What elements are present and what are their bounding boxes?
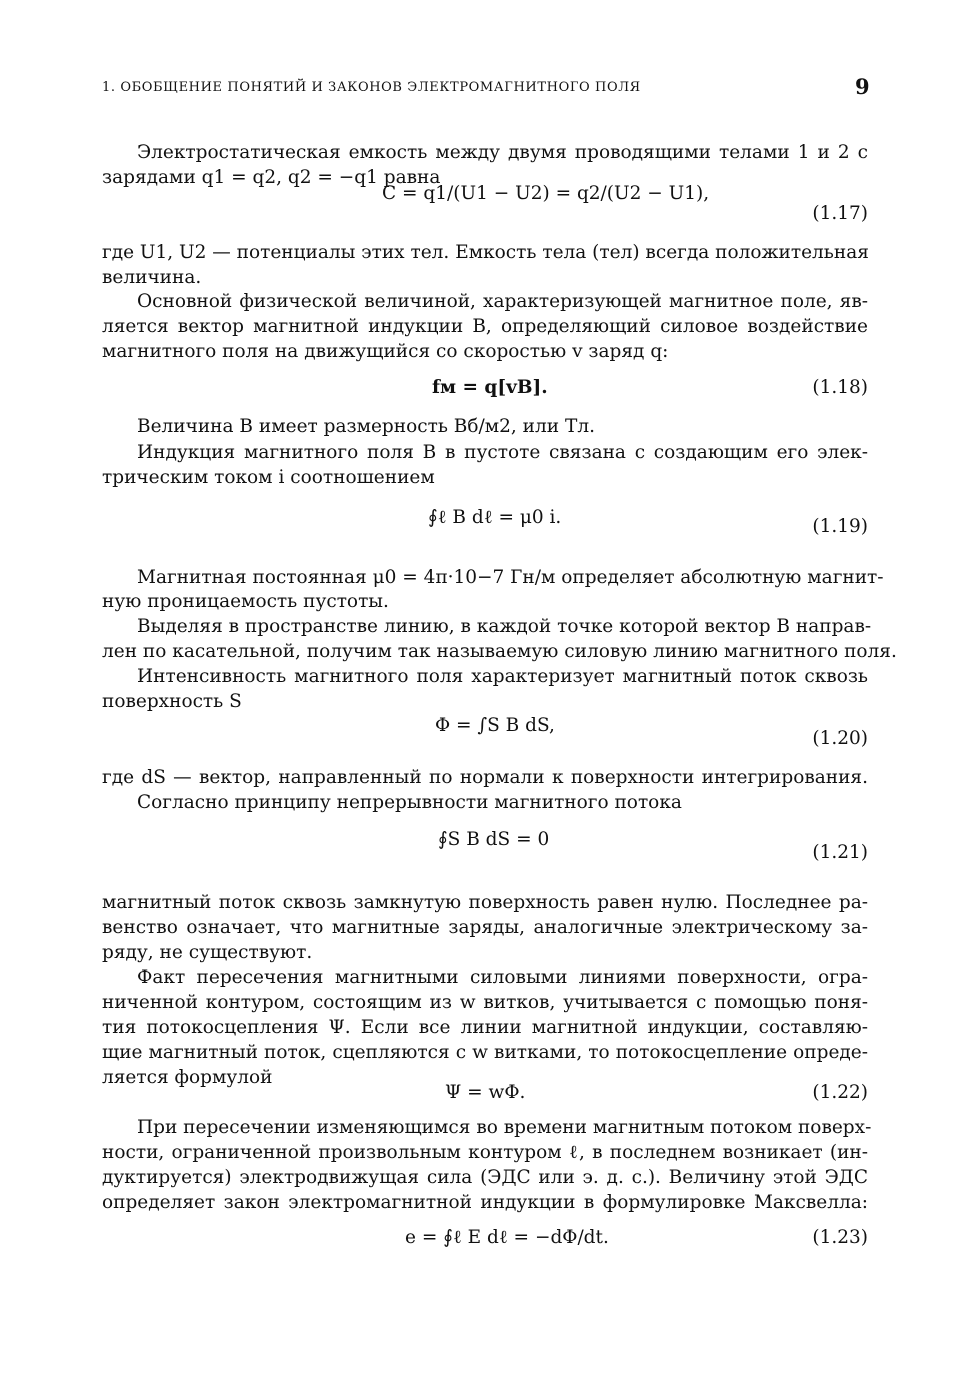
eq-number: (1.23) [812,1227,868,1248]
text-line: трическим током i соотношением [102,467,435,488]
text-line: определяет закон электромагнитной индукции в формулировке Максвелла: [102,1192,868,1213]
text-line: где U1, U2 — потенциалы этих тел. Емкость тела (тел) всегда положительная [102,242,869,263]
formula-1-22: Ψ = wΦ. [445,1082,526,1103]
formula-1-21: ∮S B dS = 0 [438,829,550,850]
text-line: ниченной контуром, состоящим из w витков, учитывается с помощью поня- [102,992,868,1013]
running-title: 1. ОБОБЩЕНИЕ ПОНЯТИЙ И ЗАКОНОВ ЭЛЕКТРОМАГНИТНОГО ПОЛЯ [102,80,641,95]
formula-1-20: Φ = ∫S B dS, [435,715,555,736]
eq-number: (1.20) [812,728,868,749]
text-line: величина. [102,267,202,288]
formula-1-17: C = q1/(U1 − U2) = q2/(U2 − U1), [382,183,710,204]
text-line: магнитного поля на движущийся со скоростью v заряд q: [102,341,669,362]
text-line: Основной физической величиной, характеризующей магнитное поле, яв- [137,291,868,312]
eq-number: (1.22) [812,1082,868,1103]
formula-1-18: fм = q[vB]. [432,377,548,398]
text-line: магнитный поток сквозь замкнутую поверхность равен нулю. Последнее ра- [102,892,868,913]
text-line: дуктируется) электродвижущая сила (ЭДС или э. д. с.). Величину этой ЭДС [102,1167,868,1188]
text-line: ляется формулой [102,1067,273,1088]
text-line: Магнитная постоянная μ0 = 4π·10−7 Гн/м определяет абсолютную магнит- [137,567,884,588]
formula-1-23: e = ∮ℓ E dℓ = −dΦ/dt. [405,1227,609,1248]
text-line: щие магнитный поток, сцепляются с w витками, то потокосцепление опреде- [102,1042,868,1063]
text-line: лен по касательной, получим так называемую силовую линию магнитного поля. [102,641,897,662]
text-line: Факт пересечения магнитными силовыми линиями поверхности, огра- [137,967,868,988]
text-line: ряду, не существуют. [102,942,313,963]
eq-number: (1.19) [812,516,868,537]
text-line: зарядами q1 = q2, q2 = −q1 равна [102,167,441,188]
text-line: венство означает, что магнитные заряды, аналогичные электрическому за- [102,917,868,938]
text-line: поверхность S [102,691,242,712]
text-line: Выделяя в пространстве линию, в каждой точке которой вектор B направ- [137,616,872,637]
text-line: Величина B имеет размерность Вб/м2, или Тл. [137,416,595,437]
text-line: тия потокосцепления Ψ. Если все линии магнитной индукции, составляю- [102,1017,868,1038]
text-line: ную проницаемость пустоты. [102,591,389,612]
text-line: Согласно принципу непрерывности магнитного потока [137,792,682,813]
text-line: ляется вектор магнитной индукции B, определяющий силовое воздействие [102,316,868,337]
eq-number: (1.21) [812,842,868,863]
text-line: ности, ограниченной произвольным контуром ℓ, в последнем возникает (ин- [102,1142,868,1163]
text-line: При пересечении изменяющимся во времени магнитным потоком поверх- [137,1117,872,1138]
formula-1-19: ∮ℓ B dℓ = μ0 i. [428,507,562,528]
text-line: где dS — вектор, направленный по нормали к поверхности интегрирования. [102,767,868,788]
text-line: Индукция магнитного поля B в пустоте связана с создающим его элек- [137,442,868,463]
text-line: Интенсивность магнитного поля характеризует магнитный поток сквозь [137,666,868,687]
eq-number: (1.17) [812,203,868,224]
text-line: Электростатическая емкость между двумя проводящими телами 1 и 2 с [137,142,868,163]
eq-number: (1.18) [812,377,868,398]
page-number: 9 [855,74,870,99]
